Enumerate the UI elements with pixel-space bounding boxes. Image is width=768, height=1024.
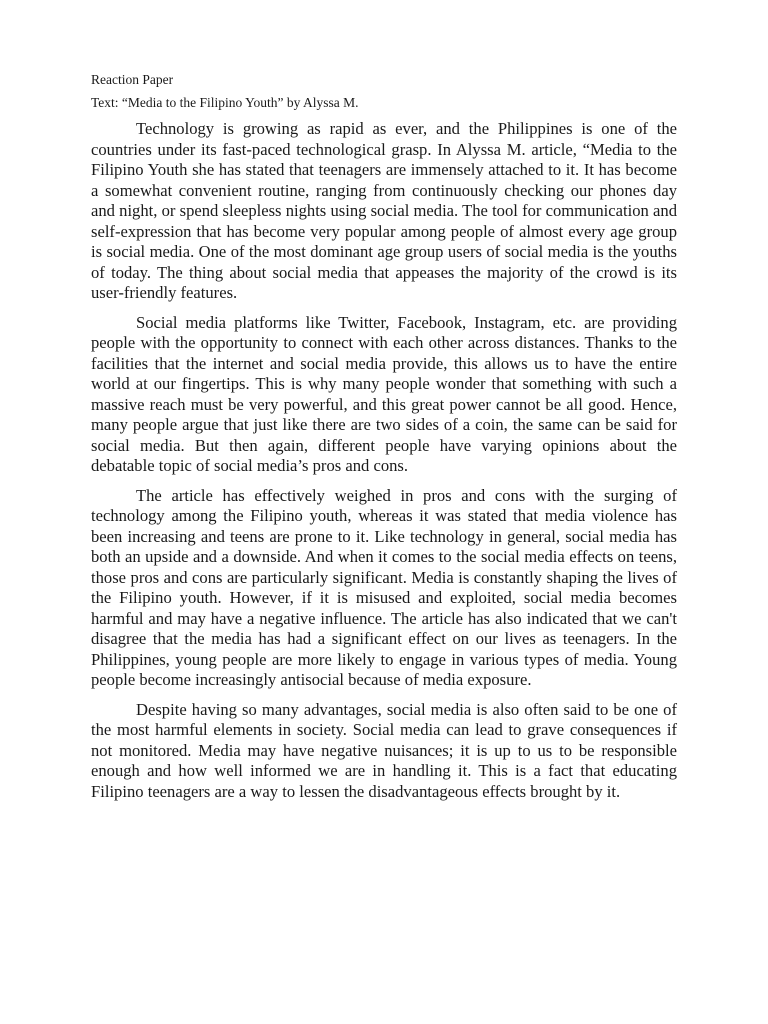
document-page: [91, 68, 677, 811]
paragraph-2: Social media platforms like Twitter, Facebook, Instagram, etc. are providing people with the opportunity to connect with each other across distances. Thanks to the facilities that the internet and social media provide, this allows us to have the entire world at our fingertips. This is why many people wonder that something with such a massive reach must be very powerful, and this great power cannot be all good. Hence, many people argue that just like there are two sides of a coin, the same can be said for social media. But then again, different people have varying opinions about the debatable topic of social media’s pros and cons.: [91, 312, 677, 475]
paragraph-3: The article has effectively weighed in pros and cons with the surging of technology among the Filipino youth, whereas it was stated that media violence has been increasing and teens are prone to it. Like technology in general, social media has both an upside and a downside. And when it comes to the social media effects on teens, those pros and cons are particularly significant. Media is constantly shaping the lives of the Filipino youth. However, if it is misused and exploited, social media becomes harmful and may have a negative influence. The article has also indicated that we can't disagree that the media has had a significant effect on our lives as teenagers. In the Philippines, young people are more likely to engage in various types of media. Young people become increasingly antisocial because of media exposure.: [91, 485, 677, 689]
document-label: Reaction Paper: [91, 72, 174, 87]
source-text-line: Text: “Media to the Filipino Youth” by Alyssa M.: [91, 95, 359, 110]
paragraph-4: Despite having so many advantages, social media is also often said to be one of the most harmful elements in society. Social media can lead to grave consequences if not monitored. Media may have negative nuisances; it is up to us to be responsible enough and how well informed we are in handling it. This is a fact that educating Filipino teenagers are a way to lessen the disadvantageous effects brought by it.: [91, 699, 677, 801]
paragraph-1: Technology is growing as rapid as ever, and the Philippines is one of the countries under its fast-paced technological grasp. In Alyssa M. article, “Media to the Filipino Youth she has stated that teenagers are immensely attached to it. It has become a somewhat convenient routine, ranging from continuously checking our phones day and night, or spend sleepless nights using social media. The tool for communication and self-expression that has become very popular among people of almost every age group is social media. One of the most dominant age group users of social media is the youths of today. The thing about social media that appeases the majority of the crowd is its user-friendly features.: [91, 119, 677, 302]
